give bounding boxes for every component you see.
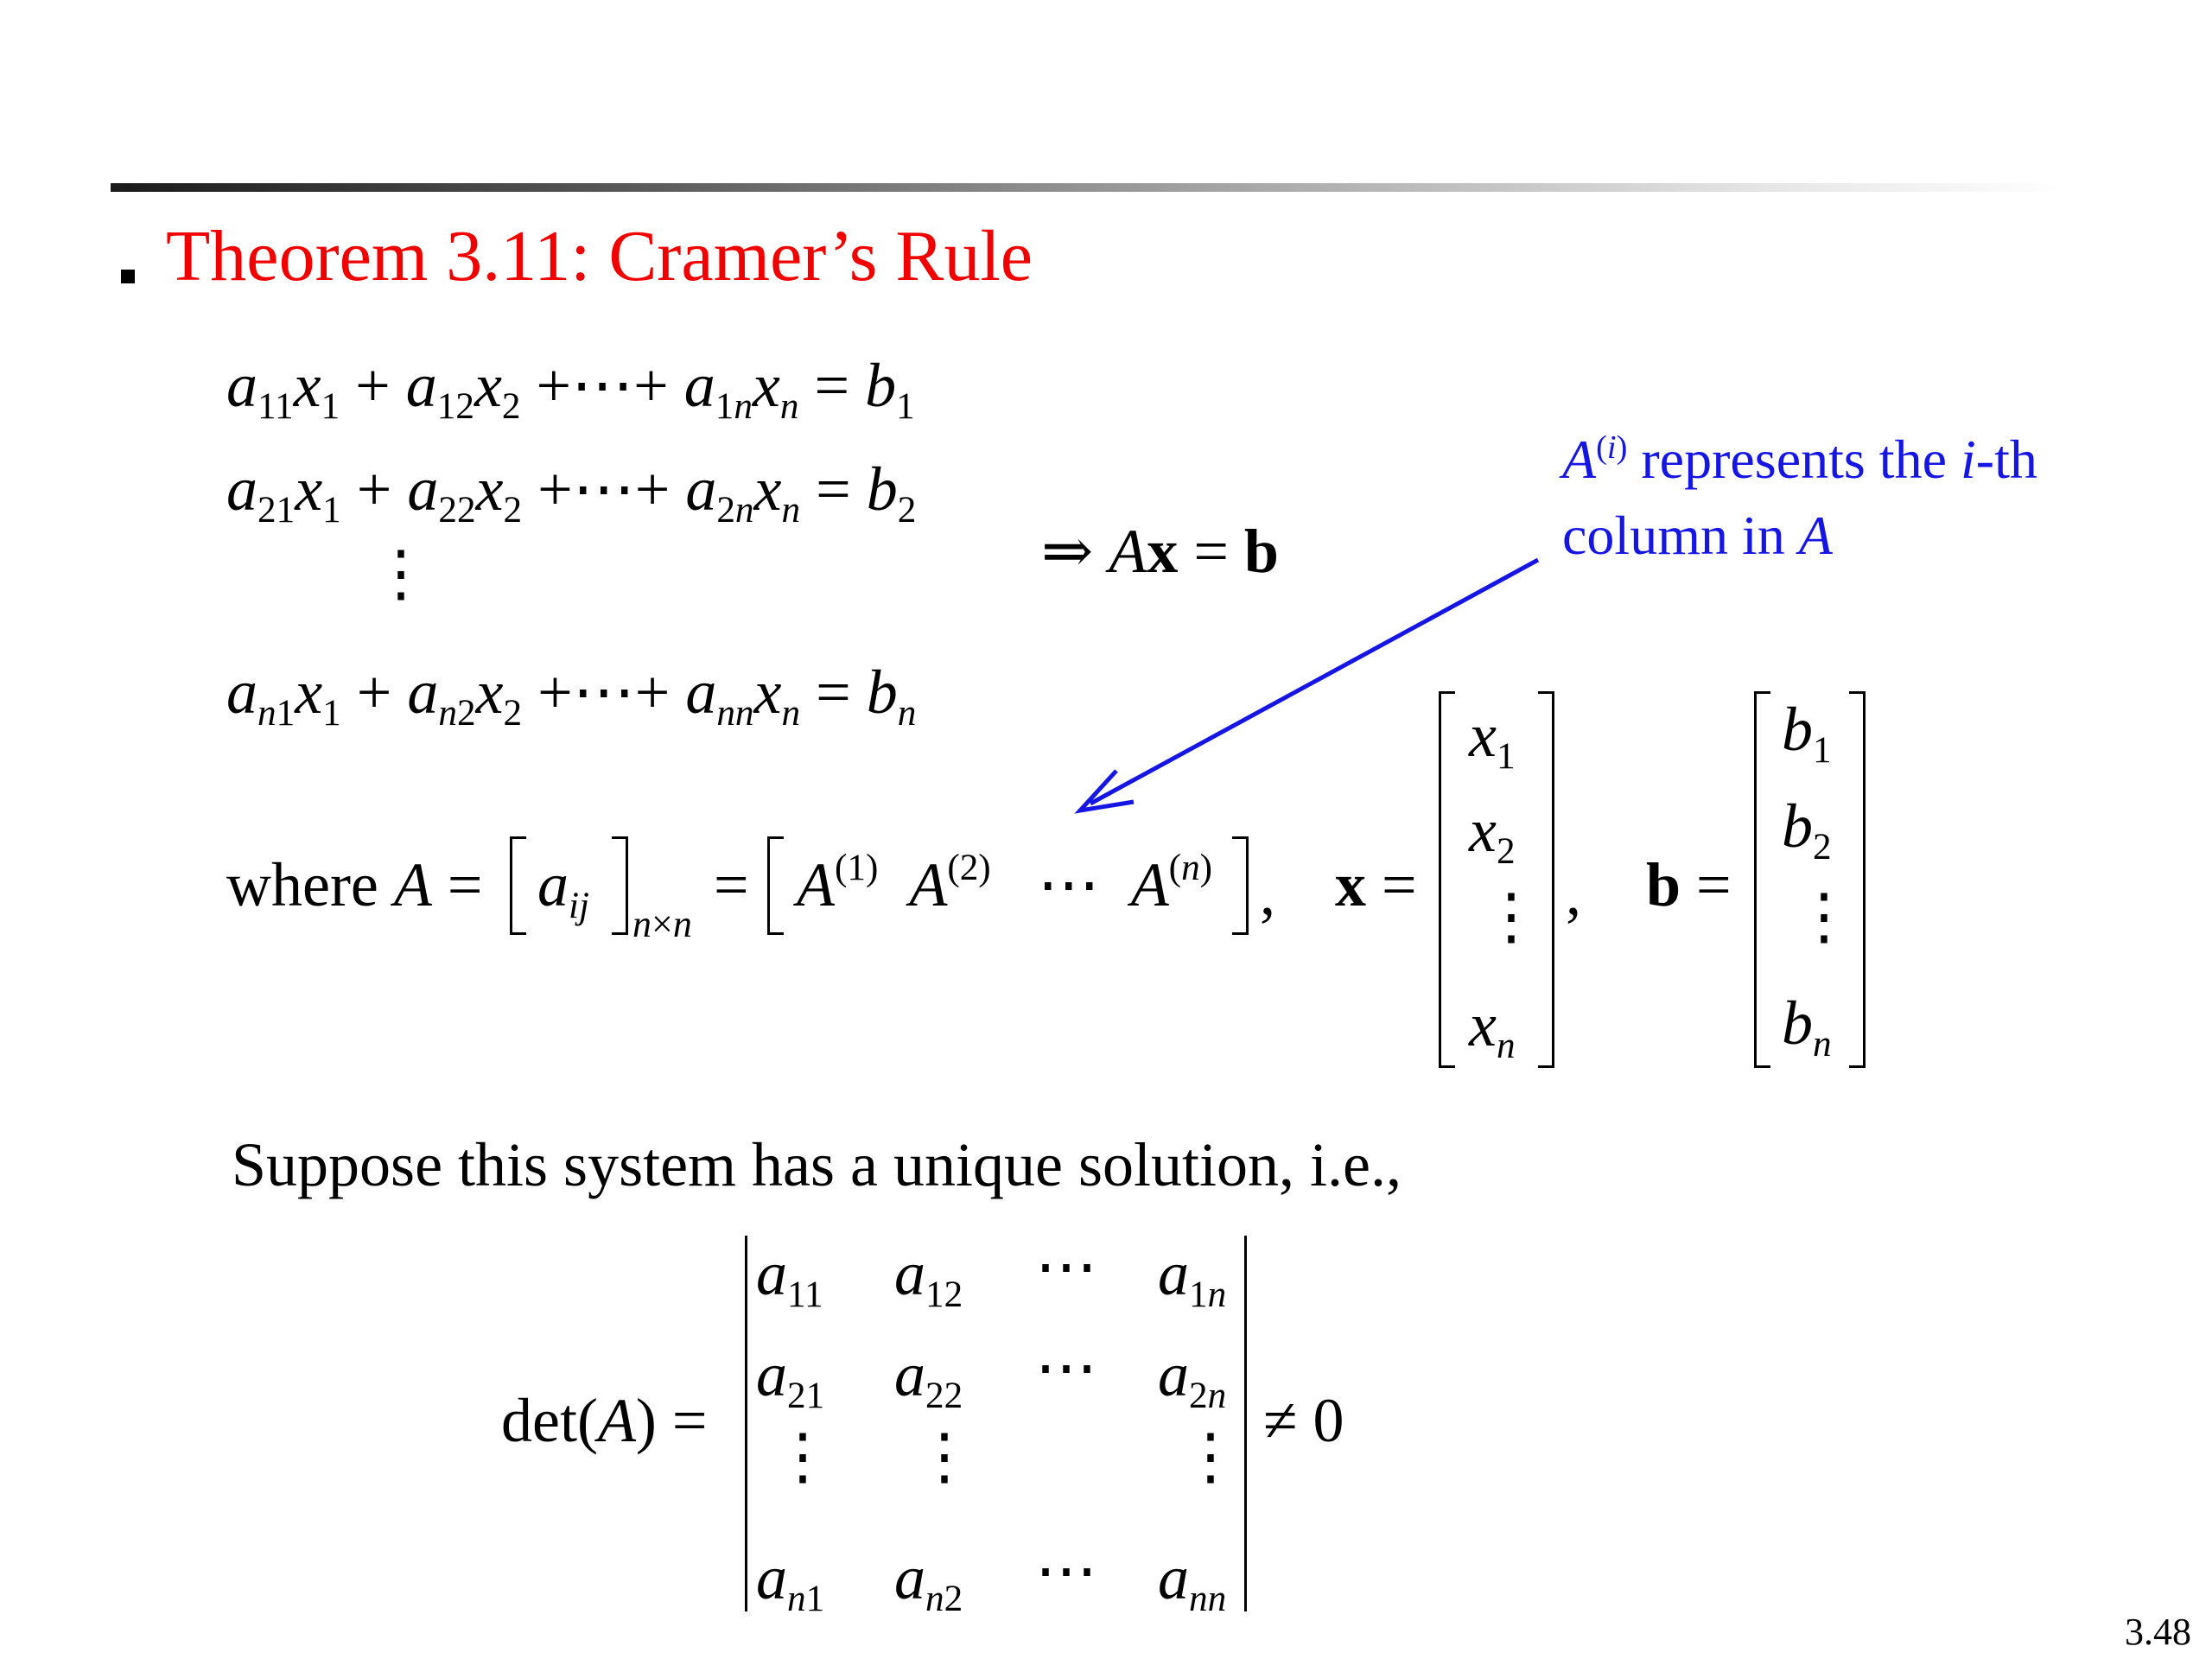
det-cdots-n: ⋯ <box>1035 1536 1097 1605</box>
det-vdots-1: ⋮ <box>772 1422 834 1491</box>
b-vector-right-bracket <box>1849 691 1866 1068</box>
det-label: det(A) = <box>501 1386 708 1455</box>
columns-left-bracket <box>767 836 784 935</box>
equals-sign-columns: = <box>714 850 749 919</box>
det-vdots-n: ⋮ <box>1179 1422 1242 1491</box>
det-entry-n2: $a_{n2}$ <box>894 1543 963 1619</box>
page-number: 3.48 <box>2125 1611 2191 1653</box>
det-entry-1n: $a_{1n}$ <box>1158 1239 1227 1315</box>
b-vector-label: b = <box>1646 850 1732 919</box>
suppose-text: Suppose this system has a unique solution, i.e., <box>232 1130 1402 1199</box>
b-vector-entry-1: $b_1$ <box>1782 695 1832 771</box>
annotation-line-2: column in A <box>1562 505 1833 566</box>
where-label: where A = <box>226 850 483 919</box>
aij-left-bracket <box>510 836 526 935</box>
det-entry-12: $a_{12}$ <box>894 1239 963 1315</box>
matrix-form-equation: ⇒ Ax = b <box>1041 517 1279 586</box>
annotation-line-1: $A^{(i)}$ represents the i-th <box>1562 429 2037 490</box>
det-entry-22: $a_{22}$ <box>894 1340 963 1416</box>
b-vector-left-bracket <box>1754 691 1770 1068</box>
slide-title: Theorem 3.11: Cramer’s Rule <box>166 216 1033 296</box>
aij-entry: $a_{ij}$ <box>537 850 589 926</box>
b-vector-vdots: ⋮ <box>1793 882 1855 951</box>
det-cdots-1: ⋯ <box>1035 1232 1097 1301</box>
det-entry-n1: $a_{n1}$ <box>756 1543 825 1619</box>
det-entry-2n: $a_{2n}$ <box>1158 1340 1227 1416</box>
det-right-bar <box>1244 1236 1247 1611</box>
x-vector-right-bracket <box>1538 691 1554 1068</box>
columns-right-bracket <box>1232 836 1249 935</box>
det-entry-11: $a_{11}$ <box>756 1239 823 1315</box>
x-vector-entry-n: $x_n$ <box>1469 990 1516 1066</box>
equation-row-2: $a_{21}x_1 + a_{22}x_2$ +⋯+ $a_{2n}x_n = b_2$ <box>226 454 917 531</box>
x-vector-label: x = <box>1335 850 1417 919</box>
comma-2: , <box>1566 859 1581 928</box>
det-vdots-2: ⋮ <box>913 1422 976 1491</box>
aij-right-bracket <box>612 836 628 935</box>
x-vector-left-bracket <box>1439 691 1455 1068</box>
det-left-bar <box>745 1236 747 1611</box>
det-entry-21: $a_{21}$ <box>756 1340 825 1416</box>
equation-vdots: ⋮ <box>370 539 432 608</box>
b-vector-entry-2: $b_2$ <box>1782 791 1832 868</box>
x-vector-entry-2: $x_2$ <box>1469 796 1516 872</box>
det-nonzero: ≠ 0 <box>1263 1386 1344 1455</box>
comma-1: , <box>1260 859 1275 928</box>
det-cdots-2: ⋯ <box>1035 1333 1097 1402</box>
x-vector-vdots: ⋮ <box>1480 882 1542 951</box>
x-vector-entry-1: $x_1$ <box>1469 701 1516 777</box>
columns-entries: $A^{(1)}$ $A^{(2)}$ ⋯ $A^{(n)}$ <box>797 847 1213 919</box>
b-vector-entry-n: $b_n$ <box>1782 988 1832 1065</box>
det-entry-nn: $a_{nn}$ <box>1158 1543 1227 1619</box>
equation-row-1: $a_{11}x_1 + a_{12}x_2$ +⋯+ $a_{1n}x_n = b_1$ <box>226 351 915 427</box>
equation-row-n: $a_{n1}x_1 + a_{n2}x_2$ +⋯+ $a_{nn}x_n = b_n$ <box>226 658 917 734</box>
aij-dimension: n×n <box>632 903 692 945</box>
